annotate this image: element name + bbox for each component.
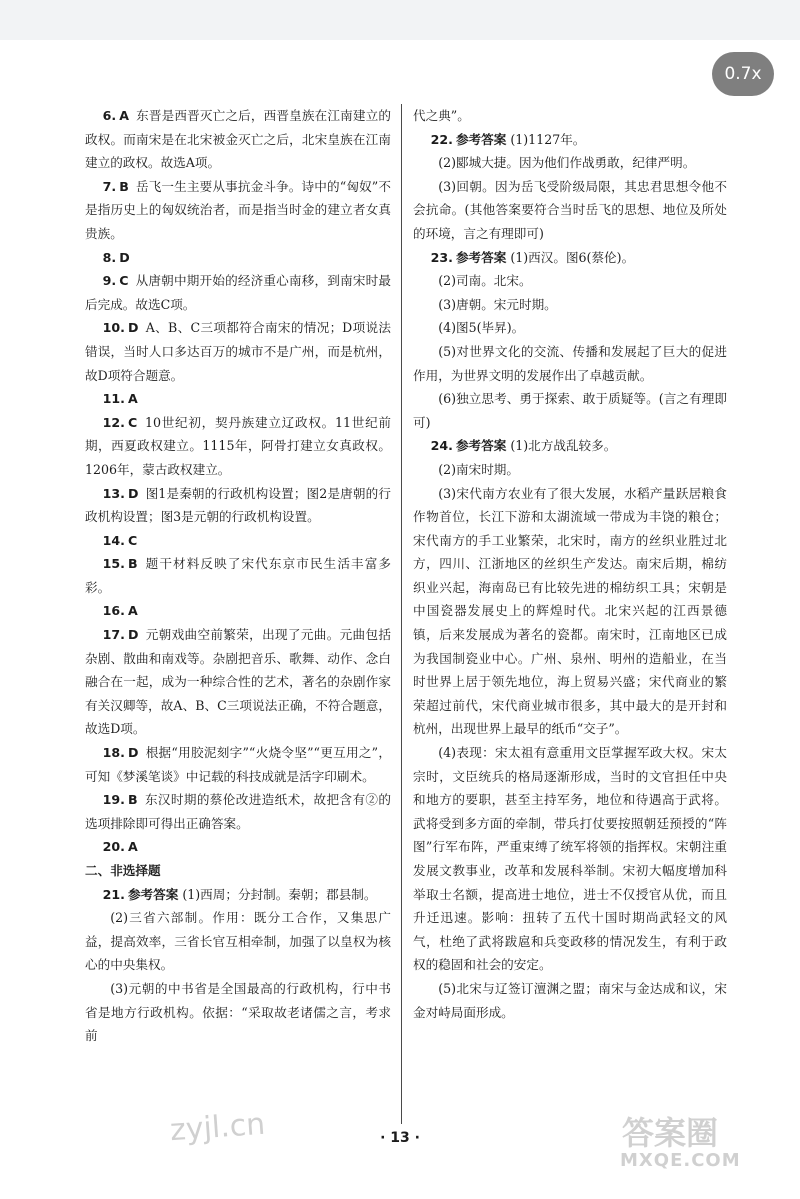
choice-answer — [85, 599, 391, 623]
answer-line — [413, 434, 727, 458]
answer-option: D — [127, 485, 139, 501]
answer-option: D — [127, 320, 139, 336]
answer-option: C — [119, 273, 129, 289]
answer-number: 11. — [102, 391, 125, 407]
answer-text: (2)南宋时期。 — [438, 461, 519, 477]
answer-line — [413, 977, 727, 1024]
answer-explanation: 根据“用胶泥刻字”“火烧令坚”“更互用之”，可知《梦溪笔谈》中记载的科技成就是活字印刷术。 — [85, 745, 391, 784]
answer-line — [413, 340, 727, 387]
question-number: 24. — [430, 438, 453, 454]
choice-answer — [85, 387, 391, 411]
answer-line — [85, 906, 391, 977]
answer-number: 14. — [102, 532, 125, 548]
choice-answer — [85, 529, 391, 553]
answer-explanation: 岳飞一生主要从事抗金斗争。诗中的“匈奴”不是指历史上的匈奴统治者，而是指当时金的建立者女真贵族。 — [85, 178, 391, 241]
answer-option: A — [127, 839, 138, 855]
answer-line — [413, 387, 727, 434]
answer-line — [413, 269, 727, 293]
watermark-right: 答案圈 — [622, 1114, 719, 1152]
answer-text: (3)回朝。因为岳飞受阶级局限，其忠君思想令他不会抗命。(其他答案要符合当时岳飞的思想、地位及所处的环境，言之有理即可) — [413, 178, 727, 241]
answer-number: 16. — [102, 603, 125, 619]
answer-line — [413, 741, 727, 977]
question-22 — [413, 128, 727, 246]
answer-line — [413, 246, 727, 270]
answer-line — [413, 128, 727, 152]
answer-option: A — [127, 603, 138, 619]
choice-answer-list — [85, 104, 391, 859]
answer-text: (5)对世界文化的交流、传播和发展起了巨大的促进作用，为世界文明的发展作出了卓越贡献。 — [413, 343, 727, 383]
choice-answer — [85, 788, 391, 835]
answer-line — [413, 316, 727, 340]
answer-label: 参考答案 — [455, 249, 507, 265]
zoom-level-button[interactable]: 0.7x — [712, 52, 774, 96]
question-21 — [85, 883, 391, 1048]
answer-text: (4)图5(毕昇)。 — [438, 320, 525, 336]
answer-page — [0, 100, 800, 1199]
answer-number: 18. — [102, 745, 125, 761]
question-number: 22. — [430, 131, 453, 147]
question-24 — [413, 434, 727, 1024]
choice-answer — [85, 482, 391, 529]
answer-number: 13. — [102, 485, 125, 501]
answer-explanation: 图1是秦朝的行政机构设置；图2是唐朝的行政机构设置；图3是元朝的行政机构设置。 — [85, 485, 391, 525]
viewer-top-bar — [0, 0, 800, 40]
answer-label: 参考答案 — [127, 886, 179, 902]
answer-line — [413, 482, 727, 742]
page-number: · 13 · — [380, 1130, 420, 1146]
answer-text: (6)独立思考、勇于探索、敢于质疑等。(言之有理即可) — [413, 391, 727, 430]
choice-answer — [85, 269, 391, 316]
answer-option: B — [127, 556, 138, 572]
answer-explanation: 从唐朝中期开始的经济重心南移，到南宋时最后完成。故选C项。 — [85, 273, 391, 312]
answer-line — [85, 977, 391, 1048]
answer-option: A — [127, 391, 138, 407]
answer-option: B — [119, 178, 129, 194]
question-number: 23. — [430, 249, 453, 265]
answer-number: 10. — [102, 320, 125, 336]
answer-number: 20. — [102, 839, 125, 855]
answer-option: C — [127, 414, 138, 430]
answer-option: B — [127, 792, 138, 808]
answer-text: (4)表现：宋太祖有意重用文臣掌握军政大权。宋太宗时，文臣统兵的格局逐渐形成，当时的文官担任中央和地方的要职，甚至主持军务，地位和待遇高于武将。武将受到多方面的牵制，带兵打仗要按照朝廷预授的“阵图”行军布阵，严重束缚了统军将领的指挥权。宋朝注重发展文教事业，改革和发展科举制。宋初大幅度增加科举取士名额，提高进士地位，进士不仅授官从优，而且升迁迅速。影响：扭转了五代十国时期尚武轻文的风气，杜绝了武将跋扈和兵变政移的情况发生，有利于政权的稳固和社会的安定。 — [413, 745, 727, 973]
answer-explanation: 东晋是西晋灭亡之后，西晋皇族在江南建立的政权。而南宋是在北宋被金灭亡之后，北宋皇族在江南建立的政权。故选A项。 — [85, 108, 391, 171]
right-column — [413, 104, 727, 1024]
answer-text: (2)司南。北宋。 — [438, 273, 532, 289]
answer-option: D — [127, 627, 139, 643]
answer-number: 8. — [102, 249, 117, 265]
question-number: 21. — [102, 886, 125, 902]
choice-answer — [85, 741, 391, 788]
answer-line — [85, 883, 391, 907]
answer-text: (2)郾城大捷。因为他们作战勇敢，纪律严明。 — [438, 155, 696, 171]
answer-text: (2)三省六部制。作用：既分工合作，又集思广益，提高效率，三省长官互相牵制，加强了以皇权为核心的中央集权。 — [85, 910, 391, 973]
answer-text: (1)西汉。图6(蔡伦)。 — [510, 249, 635, 265]
left-column — [85, 104, 391, 1048]
answer-line — [413, 458, 727, 482]
answer-number: 6. — [102, 108, 117, 123]
answer-explanation: A、B、C三项都符合南宋的情况；D项说法错误，当时人口多达百万的城市不是广州，而是杭州，故D项符合题意。 — [85, 320, 391, 383]
answer-text: (3)宋代南方农业有了很大发展，水稻产量跃居粮食作物首位，长江下游和太湖流域一带成为丰饶的粮仓；宋代南方的手工业繁荣，北宋时，南方的丝织业胜过北方，四川、江浙地区的丝织生产发达。南宋后期，棉纺织业兴起，海南岛已有比较先进的棉纺织工具；宋朝是中国瓷器发展史上的辉煌时代。北宋兴起的江西景德镇，后来发展成为著名的瓷都。南宋时，江南地区已成为我国制瓷业中心。广州、泉州、明州的造船业，在当时世界上居于领先地位，海上贸易兴盛；宋代商业的繁荣超过前代，宋代商业城市很多，其中最大的是开封和杭州，出现世界上最早的纸币“交子”。 — [413, 485, 727, 737]
column-divider — [401, 104, 402, 1124]
answer-explanation: 东汉时期的蔡伦改进造纸术，故把含有②的选项排除即可得出正确答案。 — [85, 792, 391, 831]
answer-option: D — [119, 249, 130, 265]
answer-number: 12. — [102, 414, 125, 430]
answer-option: C — [127, 532, 138, 548]
answer-text: (1)1127年。 — [510, 131, 586, 147]
answer-line — [413, 151, 727, 175]
choice-answer — [85, 552, 391, 599]
choice-answer — [85, 104, 391, 175]
answer-option: D — [127, 745, 139, 761]
choice-answer — [85, 246, 391, 270]
answer-text: (3)唐朝。宋元时期。 — [438, 296, 557, 312]
answer-option: A — [119, 108, 129, 123]
answer-explanation: 10世纪初，契丹族建立辽政权。11世纪前期，西夏政权建立。1115年，阿骨打建立女真政权。1206年，蒙古政权建立。 — [85, 414, 391, 477]
answer-text: (1)西周；分封制。秦朝；郡县制。 — [182, 886, 377, 902]
watermark-right-url: MXQE.COM — [620, 1150, 741, 1171]
answer-number: 17. — [102, 627, 125, 643]
answer-explanation: 元朝戏曲空前繁荣，出现了元曲。元曲包括杂剧、散曲和南戏等。杂剧把音乐、歌舞、动作、念白融合在一起，成为一种综合性的艺术，著名的杂剧作家有关汉卿等，故A、B、C三项说法正确，不符合题意，故选D项。 — [85, 627, 391, 737]
answer-text: (1)北方战乱较多。 — [510, 438, 617, 454]
answer-number: 9. — [102, 273, 117, 289]
watermark-left: zyjl.cn — [168, 1106, 267, 1149]
answer-number: 7. — [102, 178, 117, 194]
choice-answer — [85, 316, 391, 387]
choice-answer — [85, 175, 391, 246]
answer-line — [413, 293, 727, 317]
section-heading: 二、非选择题 — [85, 863, 161, 878]
answer-explanation: 题干材料反映了宋代东京市民生活丰富多彩。 — [85, 556, 391, 595]
answer-line — [413, 175, 727, 246]
continuation-text: 代之典”。 — [413, 108, 470, 123]
answer-label: 参考答案 — [455, 131, 507, 147]
choice-answer — [85, 411, 391, 482]
answer-number: 19. — [102, 792, 125, 808]
question-23 — [413, 246, 727, 435]
answer-text: (3)元朝的中书省是全国最高的行政机构，行中书省是地方行政机构。依据：“采取故老诸儒之言，考求前 — [85, 980, 391, 1044]
answer-number: 15. — [102, 556, 125, 572]
choice-answer — [85, 623, 391, 741]
choice-answer — [85, 835, 391, 859]
answer-text: (5)北宋与辽签订澶渊之盟；南宋与金达成和议，宋金对峙局面形成。 — [413, 980, 727, 1020]
answer-label: 参考答案 — [455, 438, 507, 454]
